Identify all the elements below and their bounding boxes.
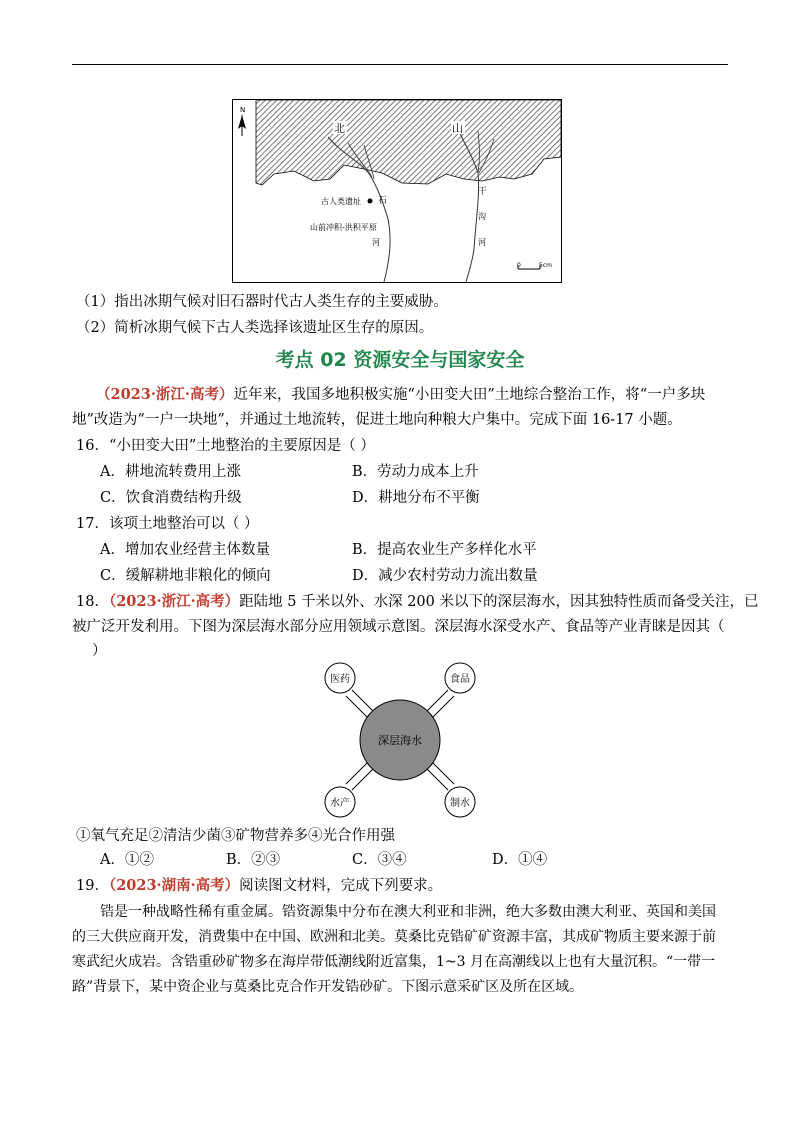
- q18-option-d: D．①④: [492, 852, 548, 868]
- q16-stem: 16．“小田变大田”土地整治的主要原因是（ ）: [76, 438, 375, 454]
- svg-text:N: N: [240, 106, 246, 114]
- q19-paragraph-line-2: 的三大供应商开发，消费集中在中国、欧洲和北美。莫桑比克锆矿矿资源丰富，其成矿物质主要来源于前: [72, 929, 716, 945]
- intro-text-1: 近年来，我国多地积极实施“小田变大田”土地综合整治工作，将“一户多块: [233, 387, 706, 403]
- svg-text:水产: 水产: [330, 798, 350, 809]
- q19-number: 19．: [76, 878, 109, 894]
- q18-number: 18．: [76, 594, 109, 610]
- section-title: 考点 02 资源安全与国家安全: [275, 349, 525, 371]
- intro-line-1: [96, 385, 705, 405]
- q16-option-d: D．耕地分布不平衡: [352, 490, 480, 506]
- question-2: （2）简析冰期气候下古人类选择该遗址区生存的原因。: [76, 320, 434, 336]
- river-he-right: 河: [478, 238, 486, 247]
- svg-text:医药: 医药: [330, 674, 350, 685]
- q17-option-c: C．缓解耕地非粮化的倾向: [100, 568, 271, 584]
- svg-text:0: 0: [517, 262, 521, 269]
- q18-line-3: ）: [92, 643, 107, 659]
- glacial-site-map: [232, 99, 562, 283]
- svg-text:食品: 食品: [450, 674, 470, 685]
- q19-stem: [76, 876, 442, 896]
- q16-option-c: C．饮食消费结构升级: [100, 490, 242, 506]
- site-dot: [368, 199, 373, 204]
- river-gou: 沟: [478, 212, 486, 221]
- q16-option-a: A．耕地流转费用上涨: [100, 464, 241, 480]
- intro-line-2: 地”改造为“一户一块地”，并通过土地流转，促进土地向种粮大户集中。完成下面 16-17 小题。: [72, 412, 682, 428]
- svg-text:5cm: 5cm: [539, 262, 552, 269]
- q18-line-2: 被广泛开发利用。下图为深层海水部分应用领域示意图。深层海水深受水产、食品等产业青睐是因其（: [72, 619, 725, 635]
- q17-stem: 17．该项土地整治可以（ ）: [76, 516, 259, 532]
- q19-paragraph-line-4: 路”背景下，某中资企业与莫桑比克合作开发锆砂矿。下图示意采矿区及所在区域。: [72, 979, 584, 995]
- q19-text: 阅读图文材料，完成下列要求。: [239, 878, 443, 894]
- q16-option-b: B．劳动力成本上升: [352, 464, 479, 480]
- q19-paragraph-line-3: 寒武纪火成岩。含锆重砂矿物多在海岸带低潮线附近富集，1~3 月在高潮线以上也有大量沉积。“一带一: [72, 954, 716, 970]
- mountain-area: [256, 100, 561, 185]
- center-label: 深层海水: [378, 734, 422, 747]
- q18-option-c: C．③④: [352, 852, 407, 868]
- intro-source: （2023·浙江·高考）: [96, 386, 234, 403]
- q17-option-d: D．减少农村劳动力流出数量: [352, 568, 538, 584]
- q19-paragraph-line-1: 锆是一种战略性稀有重金属。锆资源集中分布在澳大利亚和非洲，绝大多数由澳大利亚、英国和美国: [100, 904, 716, 920]
- question-1: （1）指出冰期气候对旧石器时代古人类生存的主要威胁。: [76, 294, 448, 310]
- q19-source: （2023·湖南·高考）: [108, 877, 240, 894]
- q18-source: （2023·浙江·高考）: [108, 593, 240, 610]
- plain-label: 山前冲积-洪积平原: [310, 223, 377, 232]
- river-he-left: 河: [372, 238, 380, 247]
- q18-option-b: B．②③: [226, 852, 281, 868]
- svg-text:制水: 制水: [450, 798, 470, 809]
- q18-text-1: 距陆地 5 千米以外、水深 200 米以下的深层海水，因其独特性质而备受关注，已: [239, 594, 759, 610]
- deep-seawater-diagram: [320, 660, 480, 820]
- site-label: 古人类遗址: [321, 197, 361, 206]
- header-rule: [72, 64, 728, 65]
- q17-option-b: B．提高农业生产多样化水平: [352, 542, 537, 558]
- q18-line-1: [76, 592, 759, 612]
- river-gan: 干: [478, 187, 488, 197]
- q17-option-a: A．增加农业经营主体数量: [100, 542, 270, 558]
- place-bei: 北: [334, 122, 345, 135]
- q18-statements: ①氧气充足②清洁少菌③矿物营养多④光合作用强: [76, 828, 395, 844]
- stone-label: 石: [378, 196, 388, 206]
- q18-option-a: A．①②: [100, 852, 154, 868]
- place-shan: 山: [452, 122, 463, 135]
